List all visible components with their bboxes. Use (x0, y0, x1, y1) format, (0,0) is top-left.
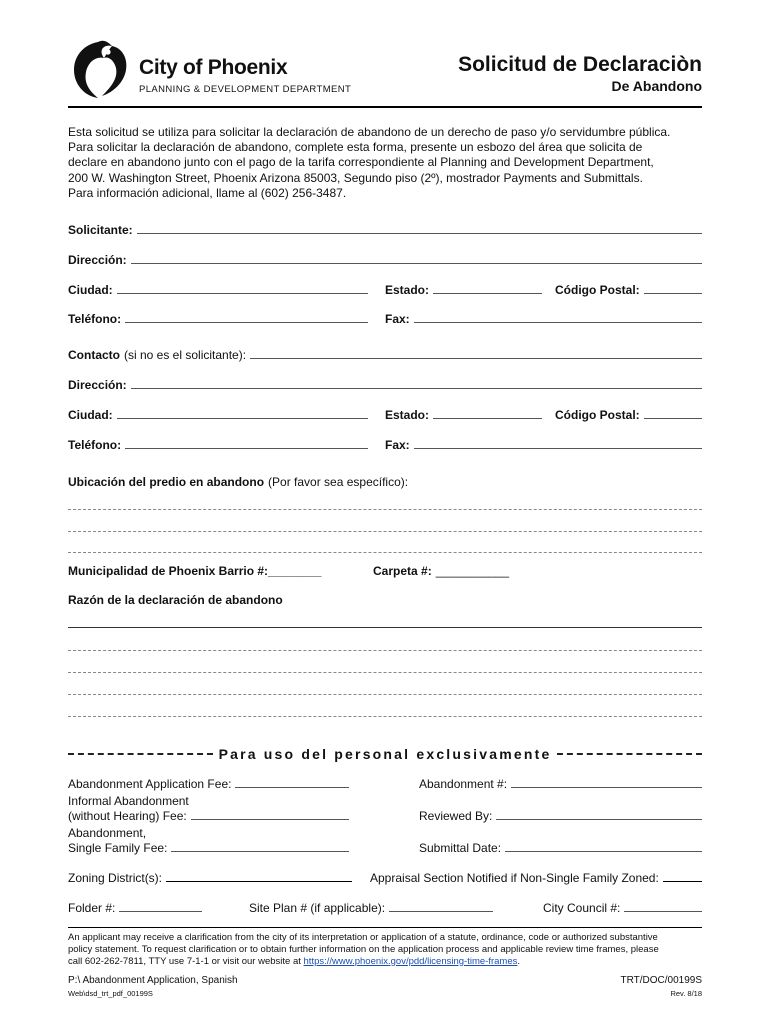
state-line[interactable] (433, 282, 542, 294)
reason-heading (68, 593, 283, 607)
location-label: Ubicación del predio en abandono (68, 475, 265, 489)
reason-line[interactable] (68, 650, 702, 651)
reason-line[interactable] (68, 694, 702, 695)
barrio-field[interactable] (68, 564, 321, 578)
informal-fee-field[interactable] (68, 808, 349, 823)
intro-line: declare en abandono junto con el pago de la tarifa correspondiente al Planning and Development Department, (68, 155, 654, 170)
sfam-label-2: Single Family Fee: (68, 841, 168, 855)
barrio-blank[interactable]: ________ (268, 564, 322, 578)
submittal-date-label: Submittal Date: (419, 841, 502, 855)
carpeta-blank[interactable]: ___________ (435, 564, 510, 578)
applicant-line[interactable] (137, 222, 702, 234)
intro-line: 200 W. Washington Street, Phoenix Arizona 85003, Segundo piso (2º), mostrador Payments and Submittals. (68, 170, 643, 185)
department-name: PLANNING & DEVELOPMENT DEPARTMENT (139, 84, 352, 95)
app-fee-label: Abandonment Application Fee: (68, 777, 232, 791)
location-line[interactable] (68, 509, 702, 510)
notice-line-3-text: call 602-262-7811, TTY use 7-1-1 or visit our website at (68, 955, 301, 967)
council-label: City Council #: (543, 901, 621, 915)
footer-doc-number: TRT/DOC/00199S (620, 975, 702, 986)
carpeta-label: Carpeta #: (373, 564, 432, 578)
contact-city-field[interactable] (68, 407, 368, 422)
reason-line[interactable] (68, 627, 702, 628)
phone-label: Teléfono: (68, 312, 122, 326)
city-line[interactable] (117, 282, 368, 294)
fax-label: Fax: (385, 312, 410, 326)
footer-path: P:\ Abandonment Application, Spanish (68, 975, 238, 986)
zip-label: Código Postal: (555, 283, 640, 297)
staff-dash-left (68, 753, 213, 755)
address-line[interactable] (131, 252, 702, 264)
zoning-field[interactable] (68, 870, 352, 885)
sfam-label-1: Abandonment, (68, 826, 147, 840)
city-logo (68, 38, 132, 105)
intro-paragraph (68, 125, 708, 201)
appraisal-line[interactable] (663, 870, 702, 882)
location-line[interactable] (68, 531, 702, 532)
abandonment-number-line[interactable] (511, 776, 702, 788)
state-label: Estado: (385, 408, 430, 422)
contact-fax-field[interactable] (385, 437, 702, 452)
header-divider (68, 106, 702, 108)
abandonment-number-label: Abandonment #: (419, 777, 508, 791)
sfam-fee-field[interactable] (68, 840, 349, 855)
location-note: (Por favor sea específico): (268, 475, 409, 489)
site-plan-field[interactable] (249, 900, 493, 915)
app-fee-field[interactable] (68, 776, 349, 791)
intro-line: Esta solicitud se utiliza para solicitar la declaración de abandono de un derecho de paso y/o servidumbre pública. (68, 125, 671, 139)
intro-line: Para solicitar la declaración de abandono, complete esta forma, presente un esbozo del área que solicita de (68, 140, 643, 155)
state-line[interactable] (433, 407, 542, 419)
reason-label: Razón de la declaración de abandono (68, 593, 283, 607)
address-label: Dirección: (68, 253, 127, 267)
zoning-line[interactable] (166, 870, 352, 882)
phone-line[interactable] (125, 437, 368, 449)
applicant-name-field[interactable] (68, 222, 702, 237)
notice-paragraph (68, 932, 708, 967)
applicant-address-field[interactable] (68, 252, 702, 267)
phoenix-bird-icon (68, 38, 132, 100)
location-line[interactable] (68, 552, 702, 553)
footer-revision: Rev. 8/18 (670, 989, 702, 998)
informal-label-2: (without Hearing) Fee: (68, 809, 187, 823)
abandonment-number-field[interactable] (419, 776, 702, 791)
applicant-label: Solicitante: (68, 223, 133, 237)
state-label: Estado: (385, 283, 430, 297)
applicant-state-field[interactable] (385, 282, 542, 297)
reviewed-by-line[interactable] (496, 808, 702, 820)
staff-only-banner (68, 746, 702, 762)
location-heading (68, 475, 408, 489)
city-name: City of Phoenix (139, 56, 288, 79)
phone-line[interactable] (125, 311, 368, 323)
appraisal-field[interactable] (370, 870, 702, 885)
footer-web-code: Web\dsd_trt_pdf_00199S (68, 989, 153, 998)
zip-line[interactable] (644, 282, 702, 294)
notice-line: policy statement. To request clarification or to obtain further information on the application process and applicable review time frames, please (68, 943, 659, 955)
app-fee-line[interactable] (235, 776, 349, 788)
barrio-label: Municipalidad de Phoenix Barrio #: (68, 564, 269, 578)
site-plan-label: Site Plan # (if applicable): (249, 901, 386, 915)
appraisal-label: Appraisal Section Notified if Non-Single Family Zoned: (370, 871, 659, 885)
city-label: Ciudad: (68, 408, 113, 422)
page-title: Solicitud de Declaraciòn (458, 53, 702, 76)
zoning-label: Zoning District(s): (68, 871, 163, 885)
address-label: Dirección: (68, 378, 127, 392)
reason-line[interactable] (68, 716, 702, 717)
applicant-zip-field[interactable] (555, 282, 702, 297)
notice-line-3-end: . (517, 955, 521, 967)
page-subtitle: De Abandono (611, 78, 702, 94)
sfam-fee-line[interactable] (171, 840, 349, 852)
contact-zip-field[interactable] (555, 407, 702, 422)
contact-note: (si no es el solicitante): (124, 348, 247, 362)
contact-label: Contacto (68, 348, 120, 362)
site-plan-line[interactable] (389, 900, 493, 912)
fax-line[interactable] (414, 437, 702, 449)
council-line[interactable] (624, 900, 702, 912)
phone-label: Teléfono: (68, 438, 122, 452)
time-frames-link[interactable]: https://www.phoenix.gov/pdd/licensing-time-frames (303, 955, 518, 967)
submittal-date-field[interactable] (419, 840, 702, 855)
address-line[interactable] (131, 377, 702, 389)
informal-label-1: Informal Abandonment (68, 794, 189, 808)
contact-line[interactable] (250, 347, 702, 359)
contact-address-field[interactable] (68, 377, 702, 392)
intro-line: Para información adicional, llame al (602) 256-3487. (68, 185, 347, 200)
folder-label: Folder #: (68, 901, 116, 915)
fax-line[interactable] (414, 311, 702, 323)
contact-phone-field[interactable] (68, 437, 368, 452)
notice-line-3 (68, 956, 708, 968)
notice-line: An applicant may receive a clarification from the city of its interpretation or application of a statute, ordinance, code or authorized substantive (68, 932, 658, 943)
submittal-date-line[interactable] (505, 840, 702, 852)
applicant-city-field[interactable] (68, 282, 368, 297)
reason-line[interactable] (68, 672, 702, 673)
staff-dash-right (557, 753, 702, 755)
applicant-phone-field[interactable] (68, 311, 368, 326)
folder-line[interactable] (119, 900, 202, 912)
reviewed-by-field[interactable] (419, 808, 702, 823)
applicant-fax-field[interactable] (385, 311, 702, 326)
council-field[interactable] (543, 900, 702, 915)
zip-label: Código Postal: (555, 408, 640, 422)
fax-label: Fax: (385, 438, 410, 452)
reviewed-by-label: Reviewed By: (419, 809, 493, 823)
carpeta-field[interactable] (373, 564, 509, 578)
zip-line[interactable] (644, 407, 702, 419)
city-line[interactable] (117, 407, 368, 419)
informal-fee-line[interactable] (191, 808, 349, 820)
notice-divider (68, 927, 702, 928)
city-label: Ciudad: (68, 283, 113, 297)
folder-field[interactable] (68, 900, 202, 915)
contact-name-field[interactable] (68, 347, 702, 362)
contact-state-field[interactable] (385, 407, 542, 422)
staff-only-label: Para uso del personal exclusivamente (218, 746, 552, 762)
